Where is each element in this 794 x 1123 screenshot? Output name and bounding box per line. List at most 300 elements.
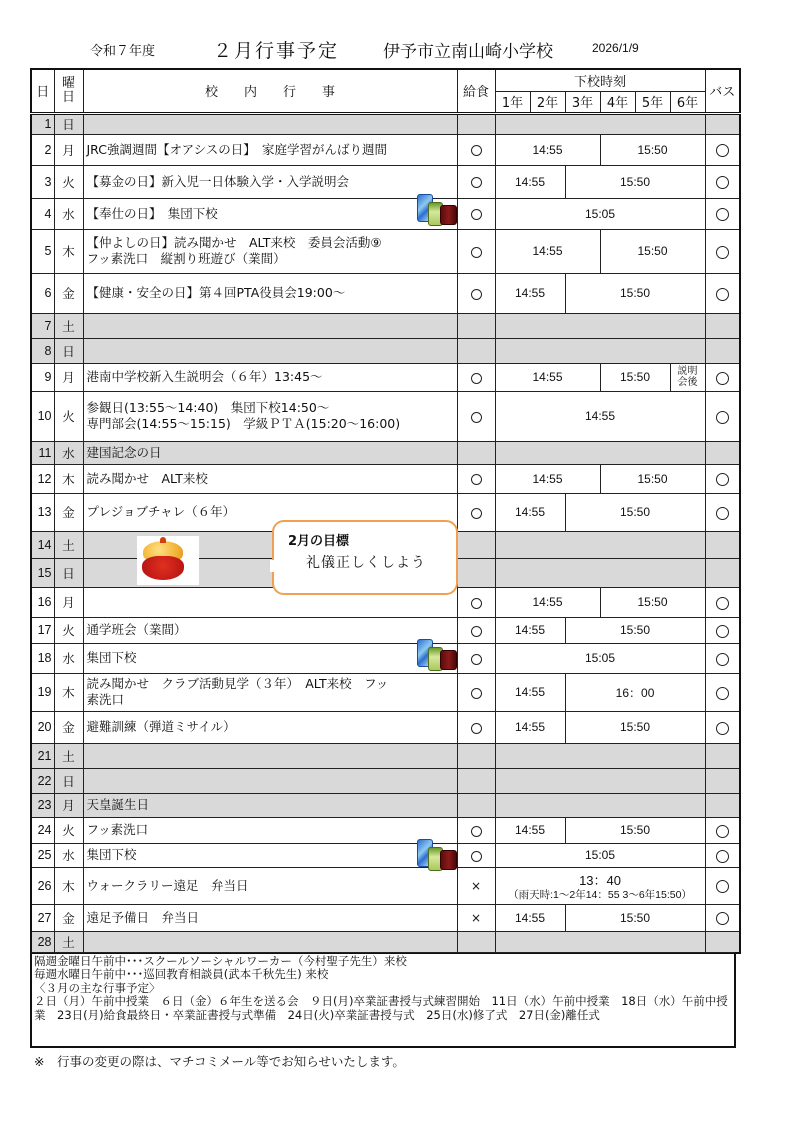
lunch-cell: [457, 768, 495, 793]
day-cell: 5: [31, 229, 54, 273]
day-cell: 23: [31, 793, 54, 817]
day-cell: 15: [31, 558, 54, 587]
lunch-yes-icon: [471, 626, 482, 637]
lunch-cell: [457, 441, 495, 464]
header-dow-line1: 曜: [61, 75, 75, 91]
lunch-cell: [457, 198, 495, 229]
bus-cell: [705, 867, 740, 904]
bus-cell: [705, 391, 740, 441]
dismissal-cell: [495, 743, 705, 768]
dismissal-time-cell: [495, 229, 600, 273]
bus-cell: [705, 617, 740, 643]
weekday-cell: 土: [54, 931, 83, 953]
events-cell: [83, 229, 457, 273]
event-text: 【募金の日】新入児一日体験入学・入学説明会: [86, 173, 350, 189]
day-cell: 16: [31, 587, 54, 617]
bubble-tail-mask: [270, 560, 276, 572]
dismissal-time-cell: [565, 493, 705, 531]
dismissal-time-cell: [495, 643, 705, 673]
events-cell: [83, 904, 457, 931]
event-text: 通学班会（業間）: [86, 622, 187, 637]
events-cell: [83, 673, 457, 711]
table-row: [31, 843, 740, 867]
day-cell: 3: [31, 165, 54, 198]
bus-cell: [705, 711, 740, 743]
bus-cell: [705, 273, 740, 313]
header-grade-6: 6年: [670, 91, 705, 113]
lunch-yes-icon: [471, 145, 482, 156]
header-dismissal: 下校時刻: [495, 69, 705, 91]
lunch-cell: [457, 673, 495, 711]
dismissal-cell: [495, 531, 705, 558]
dismissal-time-cell: [495, 464, 600, 493]
dismissal-time-cell: [565, 165, 705, 198]
bus-yes-icon: [716, 144, 729, 157]
bus-cell: [705, 531, 740, 558]
events-cell: [83, 134, 457, 165]
header-events: 校 内 行 事: [83, 69, 457, 113]
weekday-cell: 木: [54, 673, 83, 711]
lunch-cell: [457, 793, 495, 817]
document-header: [0, 36, 794, 60]
bus-cell: [705, 493, 740, 531]
dismissal-time: 14:55: [514, 720, 546, 734]
events-cell: [83, 441, 457, 464]
dismissal-time: 14:55: [532, 595, 563, 609]
dismissal-time: 説明会後: [677, 366, 698, 388]
event-text: 読み聞かせ ALT来校: [86, 470, 208, 486]
dismissal-time: 14:55: [514, 174, 546, 189]
dismissal-time-cell: [565, 904, 705, 931]
dismissal-time: 14:55: [514, 910, 546, 925]
lunch-cell: [457, 931, 495, 953]
weekday-cell: 木: [54, 229, 83, 273]
header-bus: バス: [705, 69, 740, 113]
lunch-yes-icon: [471, 723, 482, 734]
lunch-cell: [457, 464, 495, 493]
day-cell: 11: [31, 441, 54, 464]
weekday-cell: 金: [54, 273, 83, 313]
schedule-table: [30, 68, 741, 954]
dismissal-time: 14:55: [532, 244, 563, 258]
monthly-goal-text: 礼儀正しくしよう: [306, 555, 426, 571]
lunch-cell: [457, 617, 495, 643]
table-row: [31, 134, 740, 165]
note-line: 毎週水曜日午前中･･･巡回教育相談員(武本千秋先生) 来校: [34, 967, 329, 982]
bus-yes-icon: [716, 473, 729, 486]
dismissal-time-cell: [670, 363, 705, 391]
table-row: [31, 338, 740, 363]
monthly-goal-title: 2月の目標: [288, 534, 350, 549]
events-cell: [83, 363, 457, 391]
events-cell: [83, 793, 457, 817]
lunch-yes-icon: [471, 177, 482, 188]
dismissal-cell: [495, 338, 705, 363]
dismissal-time-cell: [565, 817, 705, 843]
day-cell: 10: [31, 391, 54, 441]
lunch-cell: [457, 363, 495, 391]
dismissal-time-cell: [495, 867, 705, 904]
events-cell: [83, 867, 457, 904]
lunch-cell: [457, 313, 495, 338]
bus-cell: [705, 643, 740, 673]
dismissal-cell: [495, 768, 705, 793]
weekday-cell: 月: [54, 793, 83, 817]
table-row: [31, 363, 740, 391]
weekday-cell: 水: [54, 441, 83, 464]
bus-yes-icon: [716, 912, 729, 925]
dismissal-time-cell: [495, 273, 565, 313]
dismissal-time-cell: [495, 617, 565, 643]
bus-cell: [705, 229, 740, 273]
weekday-cell: 火: [54, 165, 83, 198]
oni-horn: [160, 537, 166, 543]
dismissal-time: 14:55: [514, 286, 546, 300]
day-cell: 19: [31, 673, 54, 711]
page-title: ２月行事予定: [213, 40, 340, 62]
event-text: 参観日(13:55～14:40) 集団下校14:50～: [86, 400, 330, 415]
dismissal-time-cell: [600, 229, 705, 273]
table-row: [31, 464, 740, 493]
lunch-yes-icon: [471, 373, 482, 384]
dismissal-time-cell: [495, 493, 565, 531]
header-lunch: 給食: [457, 69, 495, 113]
header-dow: [54, 69, 83, 113]
rain-dismissal-note: （雨天時:1～2年14：55 3～6年15:50）: [508, 889, 692, 901]
dismissal-time-cell: [495, 134, 600, 165]
lunch-cell: [457, 165, 495, 198]
note-line: 隔週金曜日午前中･･･スクールソーシャルワーカー（今村聖子先生）来校: [34, 954, 407, 968]
dismissal-time-cell: [495, 391, 705, 441]
dismissal-time: 15:50: [620, 623, 651, 637]
lunch-cell: [457, 273, 495, 313]
lunch-cell: [457, 391, 495, 441]
lunch-cell: [457, 338, 495, 363]
dismissal-time: 15:50: [620, 174, 651, 189]
dismissal-time: 14:55: [514, 685, 546, 699]
bus-cell: [705, 558, 740, 587]
lunch-yes-icon: [471, 474, 482, 485]
lunch-yes-icon: [471, 598, 482, 609]
bus-yes-icon: [716, 825, 729, 838]
dismissal-time: 14:55: [532, 471, 563, 486]
weekday-cell: 金: [54, 904, 83, 931]
bus-cell: [705, 198, 740, 229]
lunch-cell: [457, 867, 495, 904]
bus-cell: [705, 363, 740, 391]
lunch-no-mark: ×: [470, 911, 482, 925]
dismissal-time-cell: [565, 673, 705, 711]
event-text: 集団下校: [86, 847, 137, 862]
lunch-cell: [457, 558, 495, 587]
event-text: ウォークラリー遠足 弁当日: [86, 877, 249, 893]
bus-cell: [705, 843, 740, 867]
dismissal-time: 16：00: [615, 685, 655, 700]
event-text: JRC強調週間【オアシスの日】 家庭学習がんばり週間: [86, 141, 387, 157]
weekday-cell: 木: [54, 464, 83, 493]
dismissal-time: 15:50: [620, 505, 651, 519]
lunch-cell: [457, 743, 495, 768]
bus-cell: [705, 743, 740, 768]
events-cell: [83, 198, 457, 229]
dismissal-time: 15:50: [637, 142, 668, 157]
event-text: 建国記念の日: [86, 444, 162, 460]
event-text: プレジョブチャレ（６年）: [86, 504, 236, 519]
day-cell: 1: [31, 113, 54, 134]
event-text: 遠足予備日 弁当日: [86, 909, 200, 925]
dismissal-cell: [495, 313, 705, 338]
dismissal-time-cell: [495, 817, 565, 843]
lunch-cell: [457, 493, 495, 531]
dismissal-time-cell: [495, 587, 600, 617]
lunch-yes-icon: [471, 688, 482, 699]
dismissal-time: 15:50: [620, 823, 651, 837]
events-cell: [83, 643, 457, 673]
lunch-cell: [457, 229, 495, 273]
table-row: [31, 273, 740, 313]
bus-cell: [705, 113, 740, 134]
event-text: 天皇誕生日: [86, 797, 150, 812]
school-name: 伊予市立南山崎小学校: [383, 42, 553, 62]
dismissal-time-cell: [495, 673, 565, 711]
table-row: [31, 165, 740, 198]
bus-cell: [705, 338, 740, 363]
table-row: [31, 817, 740, 843]
weekday-cell: 火: [54, 817, 83, 843]
bus-cell: [705, 817, 740, 843]
day-cell: 8: [31, 338, 54, 363]
day-cell: 24: [31, 817, 54, 843]
event-text: フッ素洗口: [86, 822, 149, 837]
weekday-cell: 日: [54, 558, 83, 587]
day-cell: 14: [31, 531, 54, 558]
event-text: 避難訓練（弾道ミサイル）: [86, 719, 236, 734]
day-cell: 6: [31, 273, 54, 313]
dismissal-time: 15:05: [585, 848, 616, 862]
header-grade-1: 1年: [495, 91, 530, 113]
header-row: [31, 69, 740, 91]
bus-cell: [705, 165, 740, 198]
weekday-cell: 水: [54, 643, 83, 673]
weekday-cell: 金: [54, 711, 83, 743]
bus-cell: [705, 673, 740, 711]
weekday-cell: 土: [54, 743, 83, 768]
weekday-cell: 日: [54, 338, 83, 363]
lunch-yes-icon: [471, 851, 482, 862]
bus-yes-icon: [716, 176, 729, 189]
day-cell: 20: [31, 711, 54, 743]
dismissal-time: 15:50: [637, 244, 668, 258]
dismissal-cell: [495, 113, 705, 134]
bus-yes-icon: [716, 208, 729, 221]
dismissal-time-cell: [600, 363, 670, 391]
dismissal-time: 14:55: [532, 370, 563, 384]
day-cell: 25: [31, 843, 54, 867]
day-cell: 7: [31, 313, 54, 338]
day-cell: 27: [31, 904, 54, 931]
dismissal-time: 15:50: [620, 286, 651, 300]
lunch-cell: [457, 643, 495, 673]
weekday-cell: 水: [54, 843, 83, 867]
cans-icon: [417, 194, 459, 226]
footer-note: ※ 行事の変更の際は、マチコミメール等でお知らせいたします。: [34, 1054, 405, 1069]
dismissal-time-cell: [600, 134, 705, 165]
events-cell: [83, 931, 457, 953]
dismissal-time-cell: [565, 273, 705, 313]
events-cell: [83, 617, 457, 643]
day-cell: 9: [31, 363, 54, 391]
bus-yes-icon: [716, 653, 729, 666]
weekday-cell: 土: [54, 531, 83, 558]
bus-yes-icon: [716, 411, 729, 424]
day-cell: 17: [31, 617, 54, 643]
header-dow-line2: 日: [61, 89, 75, 105]
dismissal-time: 14:55: [532, 142, 563, 157]
dismissal-time: 15:05: [585, 651, 616, 665]
lunch-yes-icon: [471, 412, 482, 423]
lunch-no-mark: ×: [470, 879, 482, 893]
table-row: [31, 441, 740, 464]
dismissal-time-cell: [495, 904, 565, 931]
bus-yes-icon: [716, 625, 729, 638]
bus-cell: [705, 464, 740, 493]
day-cell: 26: [31, 867, 54, 904]
cans-icon: [417, 639, 459, 671]
bus-cell: [705, 134, 740, 165]
table-row: [31, 643, 740, 673]
dismissal-time: 13：40: [579, 873, 621, 888]
day-cell: 22: [31, 768, 54, 793]
bus-cell: [705, 793, 740, 817]
bus-yes-icon: [716, 507, 729, 520]
dismissal-time-cell: [495, 843, 705, 867]
event-text: 【奉仕の日】 集団下校: [86, 205, 218, 221]
table-row: [31, 904, 740, 931]
day-cell: 4: [31, 198, 54, 229]
dismissal-time: 14:55: [514, 823, 546, 837]
dismissal-time-cell: [495, 198, 705, 229]
table-row: [31, 391, 740, 441]
weekday-cell: 月: [54, 587, 83, 617]
header-grade-3: 3年: [565, 91, 600, 113]
weekday-cell: 水: [54, 198, 83, 229]
table-row: [31, 768, 740, 793]
events-cell: [83, 711, 457, 743]
bus-cell: [705, 441, 740, 464]
table-row: [31, 113, 740, 134]
lunch-cell: [457, 113, 495, 134]
events-cell: [83, 338, 457, 363]
header-grade-4: 4年: [600, 91, 635, 113]
header-grade-2: 2年: [530, 91, 565, 113]
dismissal-time-cell: [565, 617, 705, 643]
bus-cell: [705, 313, 740, 338]
lunch-cell: [457, 843, 495, 867]
day-cell: 12: [31, 464, 54, 493]
lunch-cell: [457, 531, 495, 558]
dismissal-cell: [495, 558, 705, 587]
lunch-yes-icon: [471, 826, 482, 837]
event-text: 港南中学校新入生説明会（６年）13:45～: [86, 369, 323, 384]
lunch-cell: [457, 711, 495, 743]
header-day: 日: [31, 69, 54, 113]
bus-yes-icon: [716, 372, 729, 385]
weekday-cell: 火: [54, 391, 83, 441]
lunch-cell: [457, 587, 495, 617]
lunch-cell: [457, 817, 495, 843]
monthly-goal-bubble: [272, 520, 458, 595]
bus-yes-icon: [716, 597, 729, 610]
day-cell: 18: [31, 643, 54, 673]
header-grade-5: 5年: [635, 91, 670, 113]
events-cell: [83, 843, 457, 867]
weekday-cell: 木: [54, 867, 83, 904]
day-cell: 13: [31, 493, 54, 531]
dismissal-time: 14:55: [585, 409, 616, 423]
weekday-cell: 月: [54, 363, 83, 391]
bus-yes-icon: [716, 850, 729, 863]
lunch-yes-icon: [471, 508, 482, 519]
event-text: 集団下校: [86, 650, 137, 665]
events-cell: [83, 165, 457, 198]
events-cell: [83, 391, 457, 441]
note-line: 〈３月の主な行事予定〉: [34, 980, 161, 995]
dismissal-time-cell: [600, 587, 705, 617]
event-text: 【健康・安全の日】第４回PTA役員会19:00～: [86, 285, 346, 300]
table-row: [31, 229, 740, 273]
events-cell: [83, 768, 457, 793]
lunch-yes-icon: [471, 247, 482, 258]
dismissal-time: 14:55: [514, 623, 546, 637]
events-cell: [83, 273, 457, 313]
table-row: [31, 711, 740, 743]
dismissal-time-cell: [495, 165, 565, 198]
oni-illustration: [137, 536, 199, 585]
lunch-yes-icon: [471, 209, 482, 220]
fiscal-year: 令和７年度: [90, 44, 156, 59]
day-cell: 21: [31, 743, 54, 768]
cans-icon: [417, 839, 459, 871]
dismissal-time: 15:50: [620, 720, 651, 734]
table-row: [31, 313, 740, 338]
events-cell: [83, 743, 457, 768]
lunch-cell: [457, 134, 495, 165]
dismissal-cell: [495, 931, 705, 953]
dismissal-time-cell: [495, 711, 565, 743]
weekday-cell: 日: [54, 113, 83, 134]
dismissal-time: 15:50: [637, 471, 668, 486]
bus-yes-icon: [716, 880, 729, 893]
bus-yes-icon: [716, 246, 729, 259]
oni-face: [142, 556, 184, 580]
dismissal-cell: [495, 441, 705, 464]
events-cell: [83, 113, 457, 134]
event-text: 専門部会(14:55～15:15) 学級ＰＴＡ(15:20～16:00): [86, 416, 401, 431]
issue-date: 2026/1/9: [592, 41, 639, 55]
dismissal-time-cell: [565, 711, 705, 743]
bus-yes-icon: [716, 687, 729, 700]
dismissal-time-cell: [495, 363, 600, 391]
table-row: [31, 743, 740, 768]
bus-cell: [705, 904, 740, 931]
table-row: [31, 617, 740, 643]
table-row: [31, 867, 740, 904]
bus-yes-icon: [716, 288, 729, 301]
dismissal-time: 15:05: [585, 206, 616, 221]
dismissal-time: 15:50: [619, 370, 651, 384]
weekday-cell: 日: [54, 768, 83, 793]
dismissal-time-cell: [600, 464, 705, 493]
